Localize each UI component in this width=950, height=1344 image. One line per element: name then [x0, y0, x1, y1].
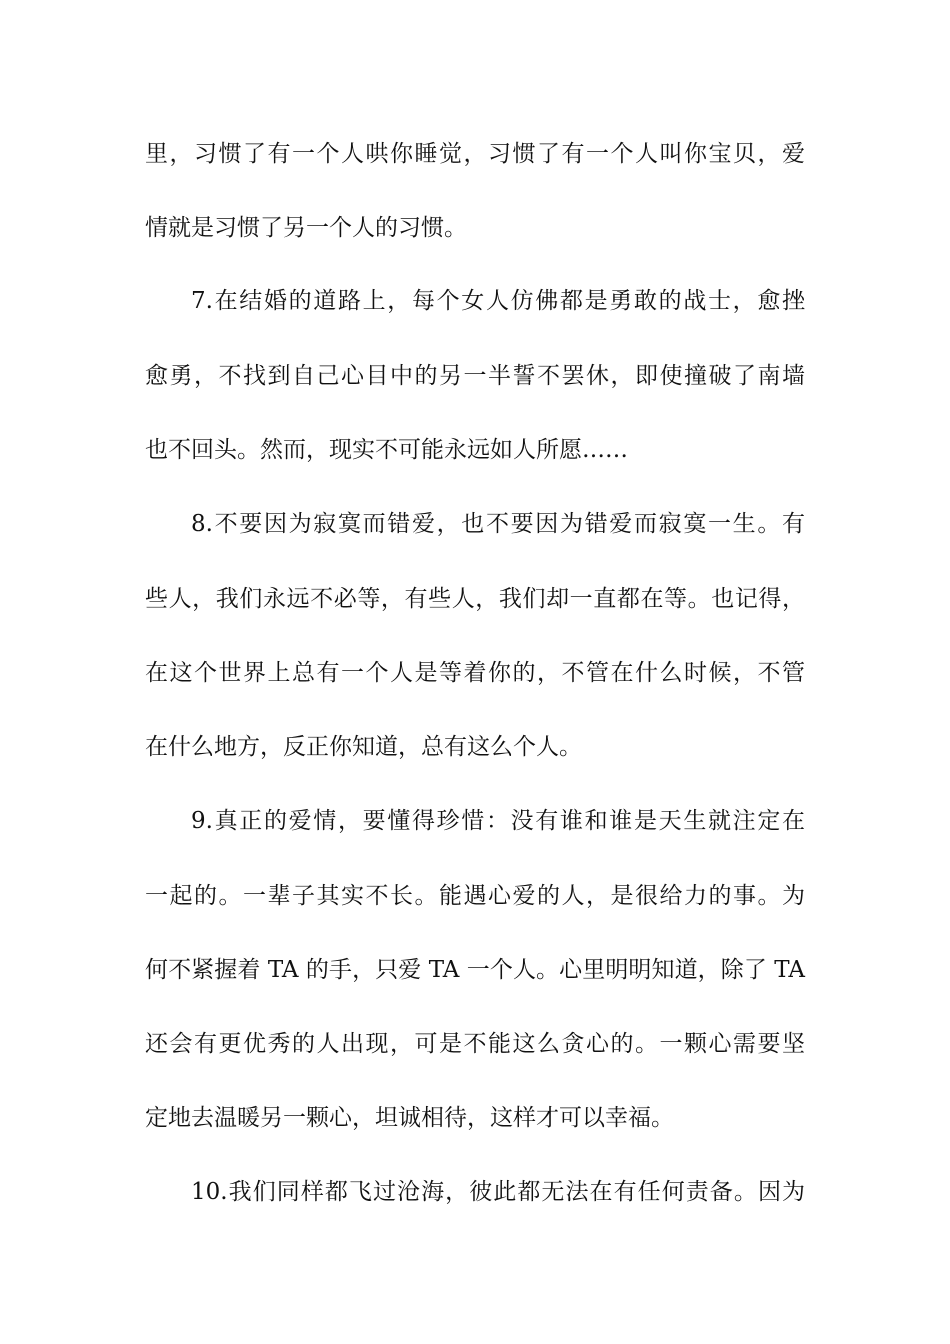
text-line: 些人，我们永远不必等，有些人，我们却一直都在等。也记得，	[145, 586, 805, 612]
text-line: 里，习惯了有一个人哄你睡觉，习惯了有一个人叫你宝贝，爱	[145, 141, 805, 167]
text-line: 一起的。一辈子其实不长。能遇心爱的人，是很给力的事。为	[145, 883, 805, 909]
text-line: 在这个世界上总有一个人是等着你的，不管在什么时候，不管	[145, 660, 805, 686]
text-line: 还会有更优秀的人出现，可是不能这么贪心的。一颗心需要坚	[145, 1031, 805, 1057]
text-line: 10.我们同样都飞过沧海，彼此都无法在有任何责备。因为	[191, 1179, 805, 1205]
text-line: 何不紧握着 TA 的手，只爱 TA 一个人。心里明明知道，除了 TA	[145, 957, 805, 983]
text-line: 8.不要因为寂寞而错爱，也不要因为错爱而寂寞一生。有	[191, 511, 805, 537]
text-line: 情就是习惯了另一个人的习惯。	[145, 215, 467, 241]
text-line: 愈勇，不找到自己心目中的另一半誓不罢休，即使撞破了南墙	[145, 363, 805, 389]
text-line: 在什么地方，反正你知道，总有这么个人。	[145, 734, 582, 760]
text-line: 定地去温暖另一颗心，坦诚相待，这样才可以幸福。	[145, 1105, 674, 1131]
text-line: 9.真正的爱情，要懂得珍惜：没有谁和谁是天生就注定在	[191, 808, 805, 834]
text-line: 也不回头。然而，现实不可能永远如人所愿……	[145, 437, 628, 463]
text-line: 7.在结婚的道路上，每个女人仿佛都是勇敢的战士，愈挫	[191, 288, 805, 314]
